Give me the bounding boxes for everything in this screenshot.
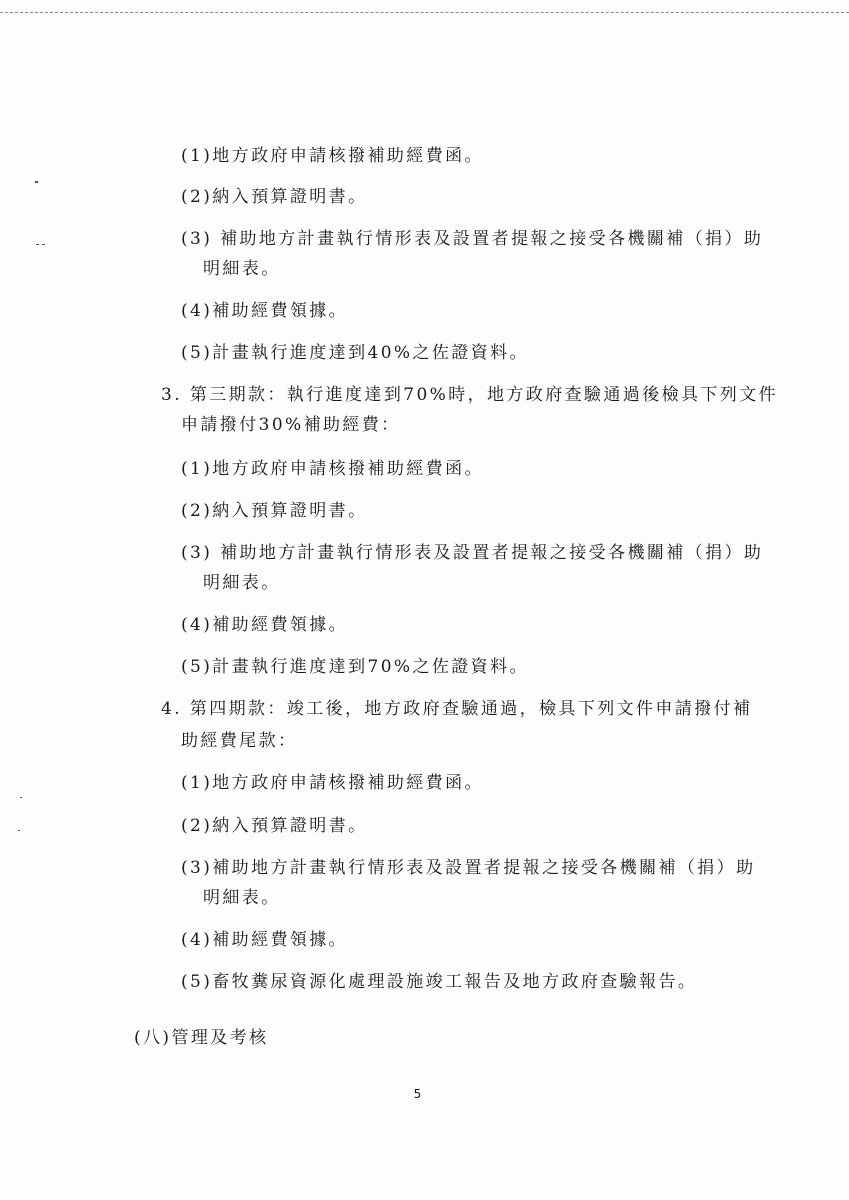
item-2-1: (1)地方政府申請核撥補助經費函。 [181, 146, 484, 166]
section-4-heading-cont: 助經費尾款： [181, 731, 298, 751]
item-3-3-cont: 明細表。 [203, 573, 281, 593]
scan-speck [20, 797, 22, 798]
item-3-4: (4)補助經費領據。 [181, 615, 349, 635]
item-2-3: (3) 補助地方計畫執行情形表及設置者提報之接受各機關補（捐）助 [181, 229, 764, 249]
section-4-heading: 4. 第四期款：竣工後，地方政府查驗通過，檢具下列文件申請撥付補 [161, 699, 753, 719]
scan-speck [42, 244, 45, 245]
item-4-4: (4)補助經費領據。 [181, 930, 349, 950]
top-scan-border [0, 12, 849, 13]
item-3-5: (5)計畫執行進度達到70%之佐證資料。 [181, 657, 529, 677]
item-2-2: (2)納入預算證明書。 [181, 187, 368, 207]
item-2-5: (5)計畫執行進度達到40%之佐證資料。 [181, 343, 529, 363]
item-4-3: (3)補助地方計畫執行情形表及設置者提報之接受各機關補（捐）助 [181, 858, 756, 878]
item-4-2: (2)納入預算證明書。 [181, 816, 368, 836]
section-3-heading: 3. 第三期款：執行進度達到70%時，地方政府查驗通過後檢具下列文件 [161, 385, 779, 405]
item-2-4: (4)補助經費領據。 [181, 301, 349, 321]
item-3-2: (2)納入預算證明書。 [181, 501, 368, 521]
item-2-3-cont: 明細表。 [203, 259, 281, 279]
item-4-3-cont: 明細表。 [203, 888, 281, 908]
item-4-5: (5)畜牧糞尿資源化處理設施竣工報告及地方政府查驗報告。 [181, 972, 698, 992]
scan-speck [35, 181, 38, 183]
section-8-heading: (八)管理及考核 [134, 1028, 269, 1048]
section-3-heading-cont: 申請撥付30%補助經費： [181, 415, 401, 435]
item-3-3: (3) 補助地方計畫執行情形表及設置者提報之接受各機關補（捐）助 [181, 543, 764, 563]
scan-speck [18, 830, 20, 831]
item-3-1: (1)地方政府申請核撥補助經費函。 [181, 459, 484, 479]
page-number: 5 [413, 1087, 422, 1101]
item-4-1: (1)地方政府申請核撥補助經費函。 [181, 773, 484, 793]
scan-speck [36, 244, 39, 245]
